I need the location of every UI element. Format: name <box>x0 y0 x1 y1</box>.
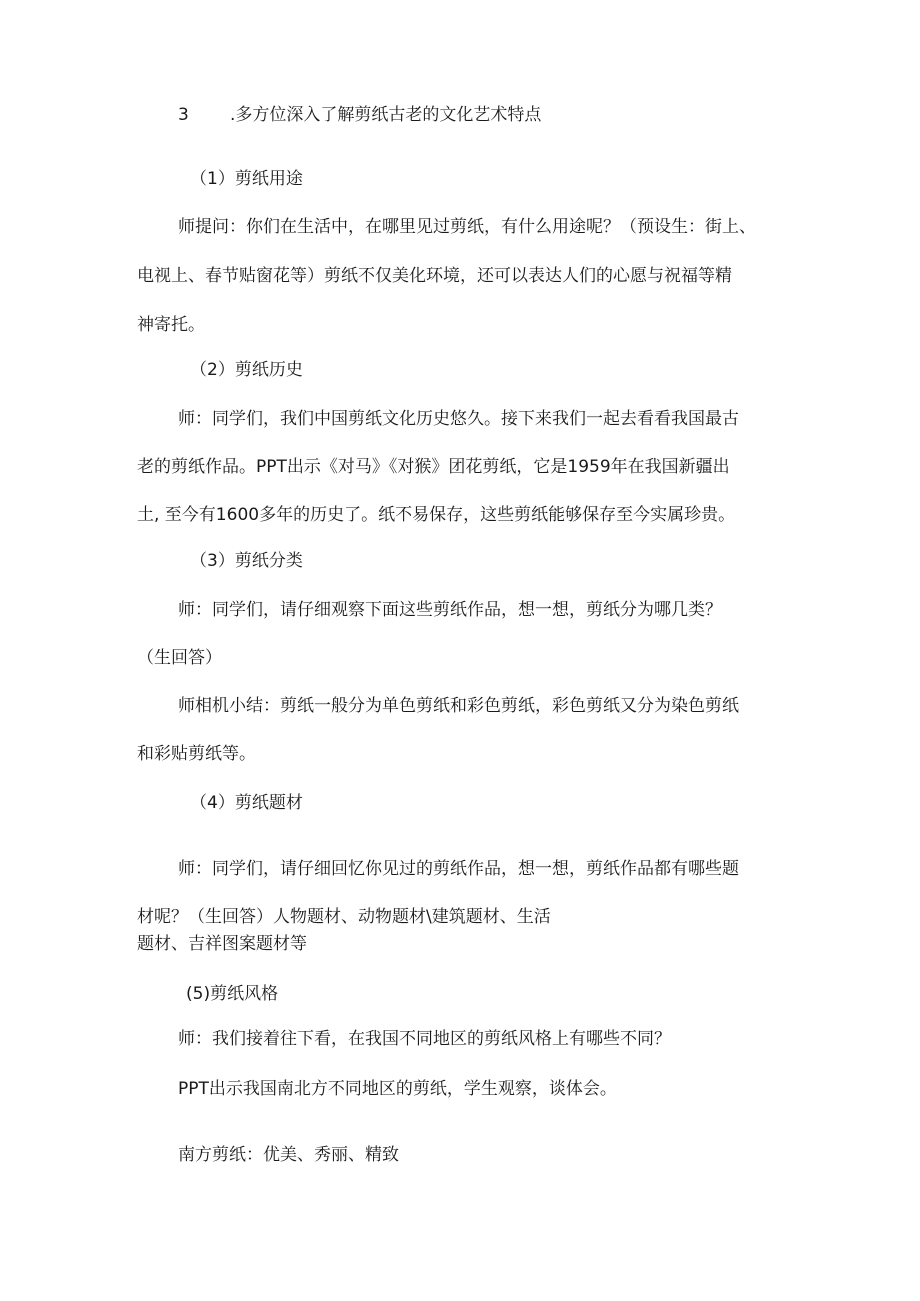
summary-line-1: 师相机小结：剪纸一般分为单色剪纸和彩色剪纸，彩色剪纸又分为染色剪纸 <box>178 696 739 716</box>
category-line-1: 师：同学们，请仔细观察下面这些剪纸作品，想一想，剪纸分为哪几类？ <box>178 600 722 620</box>
heading-category: （3）剪纸分类 <box>190 551 303 571</box>
style-line-1: 师：我们接着往下看，在我国不同地区的剪纸风格上有哪些不同？ <box>178 1029 671 1049</box>
history-line-3: 土, 至今有1600多年的历史了。纸不易保存，这些剪纸能够保存至今实属珍贵。 <box>137 505 736 525</box>
style-line-3: 南方剪纸：优美、秀丽、精致 <box>178 1145 399 1165</box>
section-number: 3 <box>178 105 189 125</box>
heading-usage: （1）剪纸用途 <box>190 169 303 189</box>
heading-subject: （4）剪纸题材 <box>190 793 303 813</box>
usage-line-2: 电视上、春节贴窗花等）剪纸不仅美化环境，还可以表达人们的心愿与祝福等精 <box>137 266 732 286</box>
history-line-1: 师：同学们，我们中国剪纸文化历史悠久。接下来我们一起去看看我国最古 <box>178 409 739 429</box>
subject-line-1: 师：同学们，请仔细回忆你见过的剪纸作品，想一想，剪纸作品都有哪些题 <box>178 859 739 879</box>
heading-style: (5)剪纸风格 <box>186 984 279 1004</box>
category-line-2: （生回答） <box>137 648 222 668</box>
usage-line-3: 神寄托。 <box>137 315 205 335</box>
history-line-2: 老的剪纸作品。PPT出示《对马》《对猴》团花剪纸，它是1959年在我国新疆出 <box>137 457 730 477</box>
section-title: .多方位深入了解剪纸古老的文化艺术特点 <box>230 105 542 125</box>
subject-line-3: 题材、吉祥图案题材等 <box>137 934 307 954</box>
style-line-2: PPT出示我国南北方不同地区的剪纸，学生观察，谈体会。 <box>178 1079 617 1099</box>
summary-line-2: 和彩贴剪纸等。 <box>137 744 256 764</box>
usage-line-1: 师提问：你们在生活中，在哪里见过剪纸，有什么用途呢？（预设生：街上、 <box>178 217 756 237</box>
heading-history: （2）剪纸历史 <box>190 360 303 380</box>
subject-line-2: 材呢？（生回答）人物题材、动物题材\建筑题材、生活 <box>137 907 551 927</box>
